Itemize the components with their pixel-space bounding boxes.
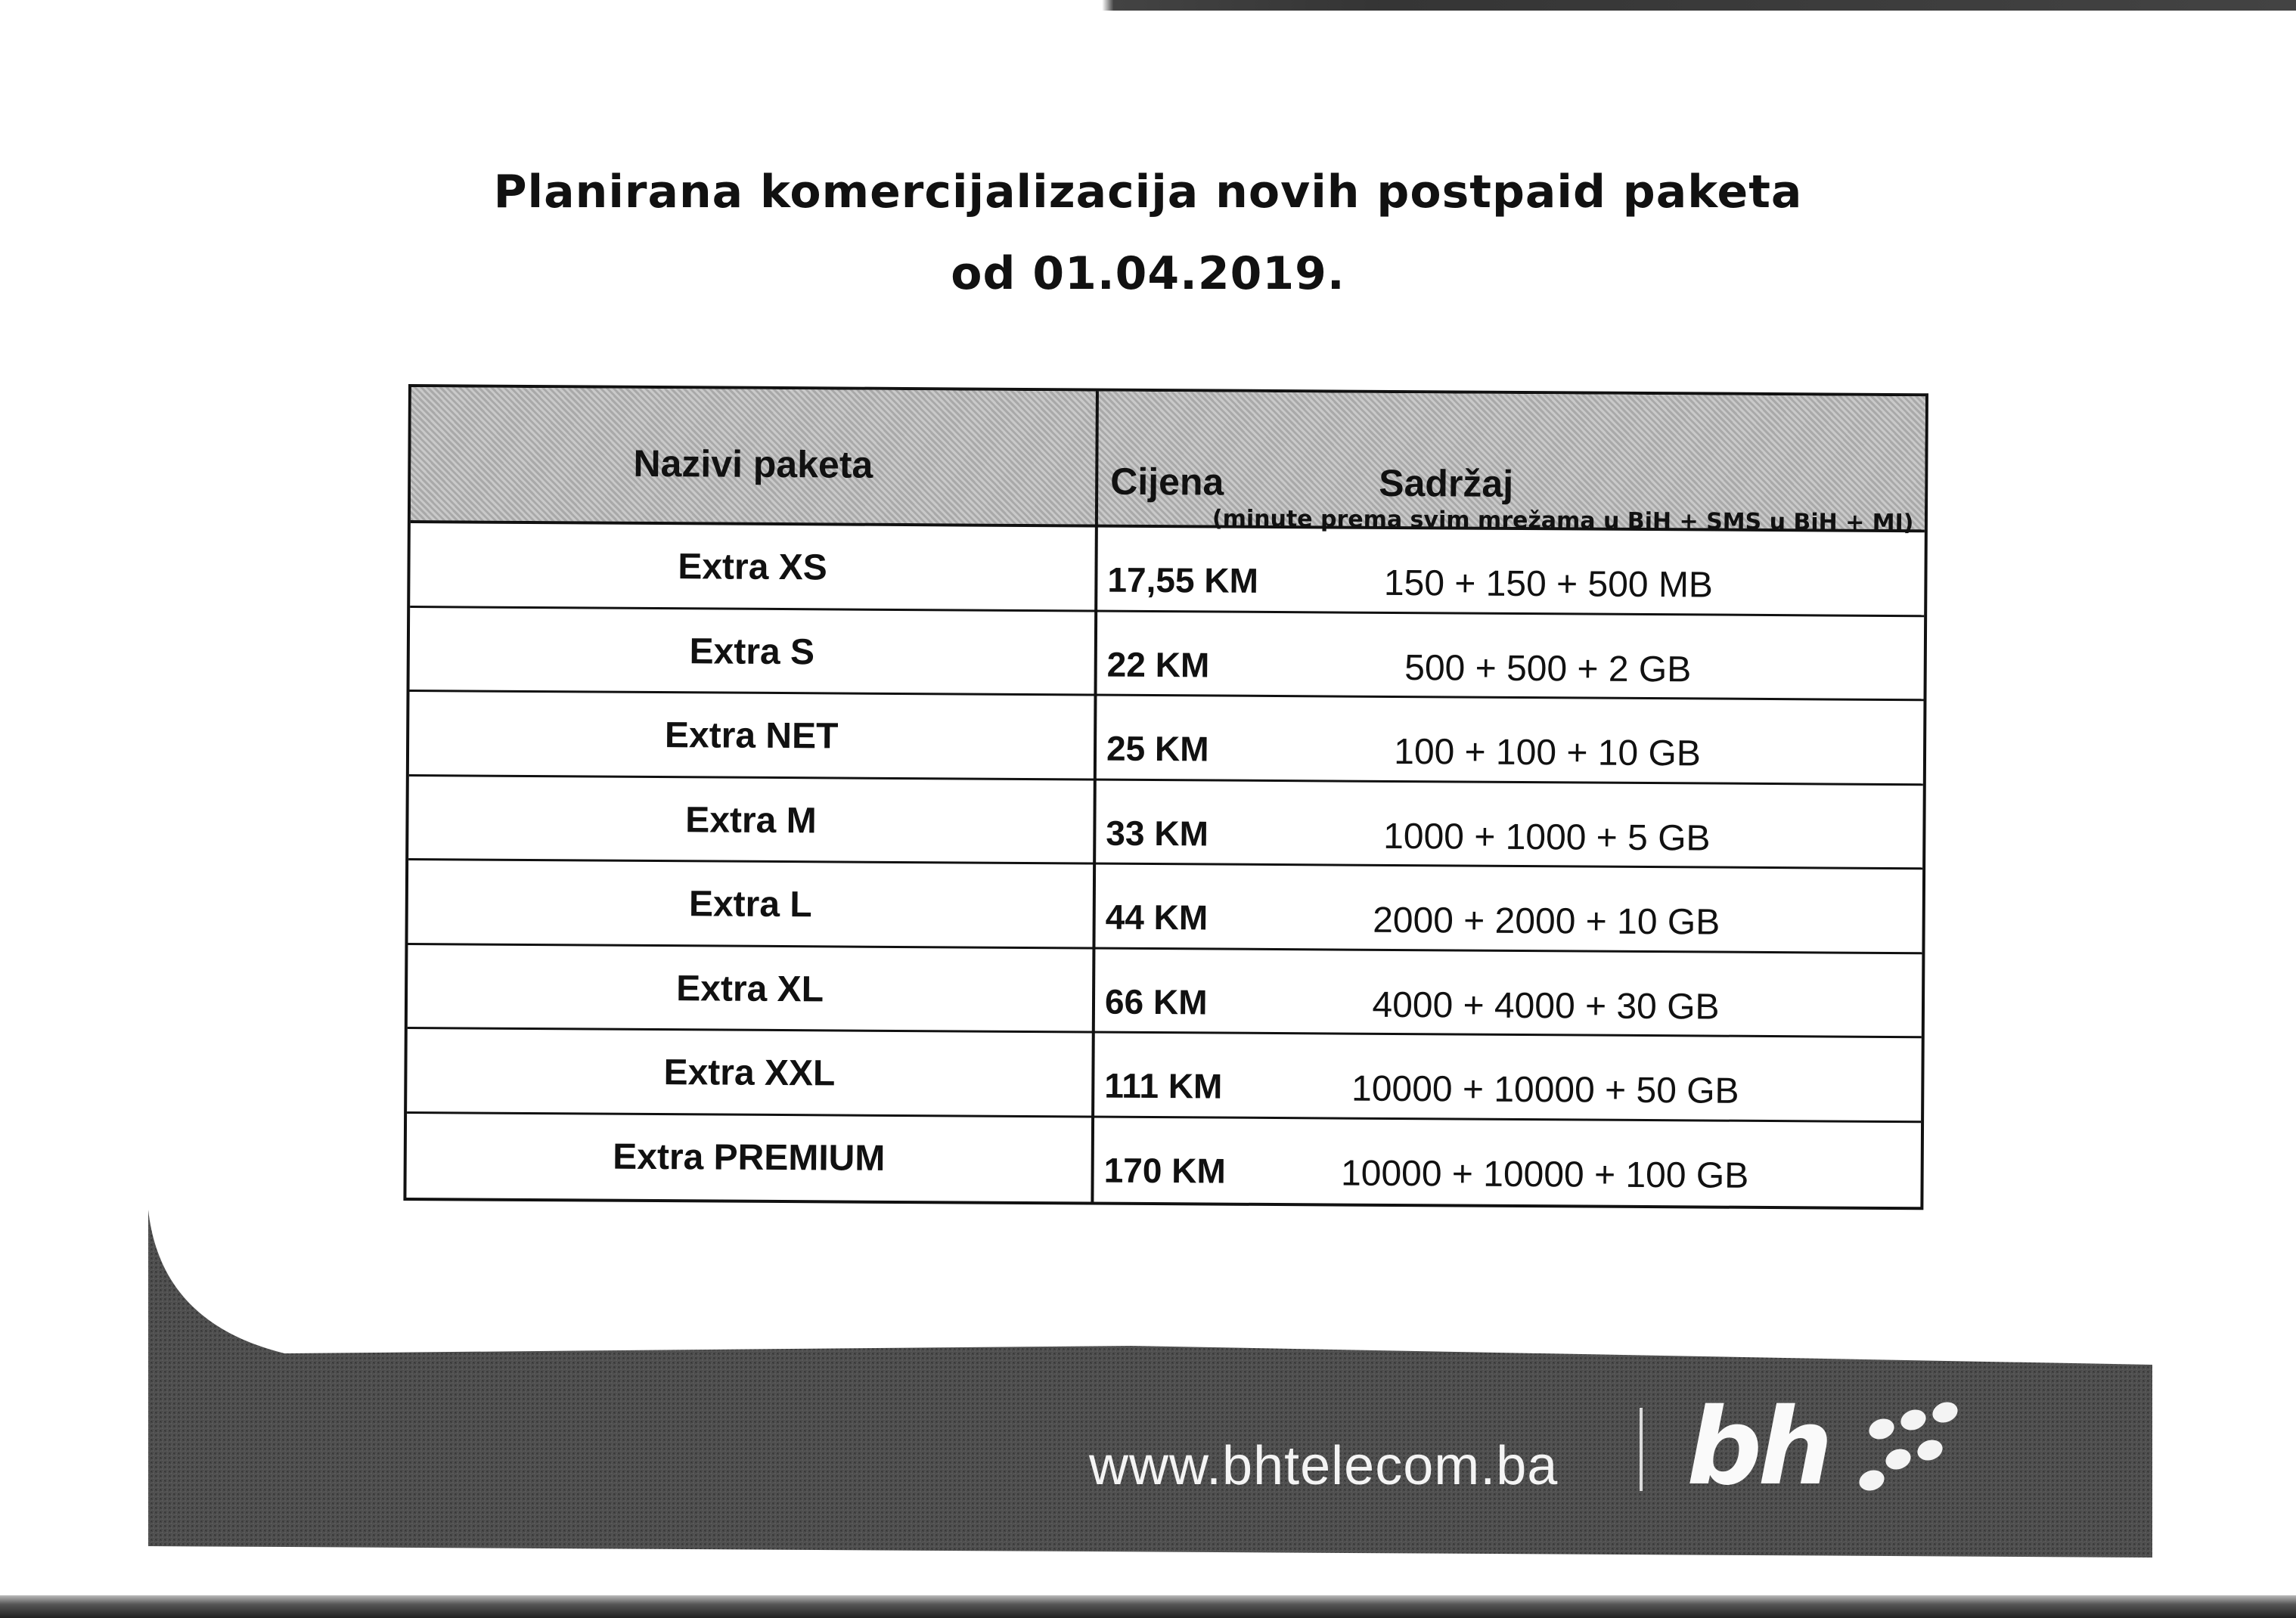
table-row bbox=[408, 945, 1922, 1039]
packages-table bbox=[403, 384, 1928, 1210]
package-price: 44 KM bbox=[1105, 897, 1209, 938]
package-content: 4000 + 4000 + 30 GB bbox=[1372, 984, 1720, 1028]
package-content: 10000 + 10000 + 100 GB bbox=[1340, 1153, 1749, 1196]
table-row bbox=[410, 523, 1925, 617]
package-name: Extra L bbox=[688, 884, 812, 925]
table-row bbox=[408, 860, 1922, 954]
table-row bbox=[408, 776, 1923, 870]
website-url: www.bhtelecom.ba bbox=[1089, 1436, 1559, 1496]
package-price: 17,55 KM bbox=[1107, 559, 1259, 600]
table-header bbox=[411, 387, 1925, 537]
bh-telecom-logo bbox=[1679, 1384, 1997, 1512]
document-title bbox=[0, 151, 2296, 315]
title-line-1: Planirana komercijalizacija novih postpaid paketa bbox=[493, 166, 1803, 219]
logo-wordmark: bh bbox=[1686, 1386, 1829, 1509]
scan-bottom-edge bbox=[0, 1595, 2296, 1618]
package-name: Extra XL bbox=[676, 968, 824, 1009]
package-content: 100 + 100 + 10 GB bbox=[1394, 731, 1702, 774]
package-content: 1000 + 1000 + 5 GB bbox=[1383, 816, 1711, 859]
header-content: Sadržaj bbox=[1379, 461, 1514, 505]
package-content: 10000 + 10000 + 50 GB bbox=[1351, 1068, 1739, 1111]
package-price: 170 KM bbox=[1103, 1150, 1226, 1191]
package-name: Extra XS bbox=[678, 547, 827, 588]
package-name: Extra S bbox=[689, 631, 815, 672]
header-content-note: (minute prema svim mrežama u BiH + SMS u BiH + MI) bbox=[1212, 505, 1914, 537]
table-row bbox=[409, 692, 1924, 786]
table-row bbox=[406, 1114, 1921, 1207]
package-price: 33 KM bbox=[1106, 813, 1209, 853]
package-price: 66 KM bbox=[1104, 981, 1208, 1021]
header-package-name: Nazivi paketa bbox=[633, 442, 873, 486]
title-line-2: od 01.04.2019. bbox=[951, 247, 1345, 300]
package-name: Extra PREMIUM bbox=[613, 1136, 886, 1179]
logo-dots-icon bbox=[1679, 1384, 1997, 1512]
header-price: Cijena bbox=[1110, 460, 1224, 504]
package-name: Extra NET bbox=[664, 715, 839, 757]
logo-separator bbox=[1640, 1408, 1643, 1491]
scan-top-edge bbox=[0, 0, 2296, 11]
package-price: 25 KM bbox=[1106, 728, 1209, 769]
table-row bbox=[407, 1029, 1922, 1123]
package-content: 2000 + 2000 + 10 GB bbox=[1372, 900, 1720, 943]
package-content: 150 + 150 + 500 MB bbox=[1383, 563, 1714, 606]
package-content: 500 + 500 + 2 GB bbox=[1404, 647, 1692, 690]
package-name: Extra XXL bbox=[663, 1052, 836, 1094]
package-price: 22 KM bbox=[1106, 644, 1210, 684]
table-body bbox=[406, 523, 1924, 1207]
table-row bbox=[410, 608, 1925, 702]
package-name: Extra M bbox=[685, 799, 817, 841]
package-price: 111 KM bbox=[1104, 1065, 1223, 1106]
